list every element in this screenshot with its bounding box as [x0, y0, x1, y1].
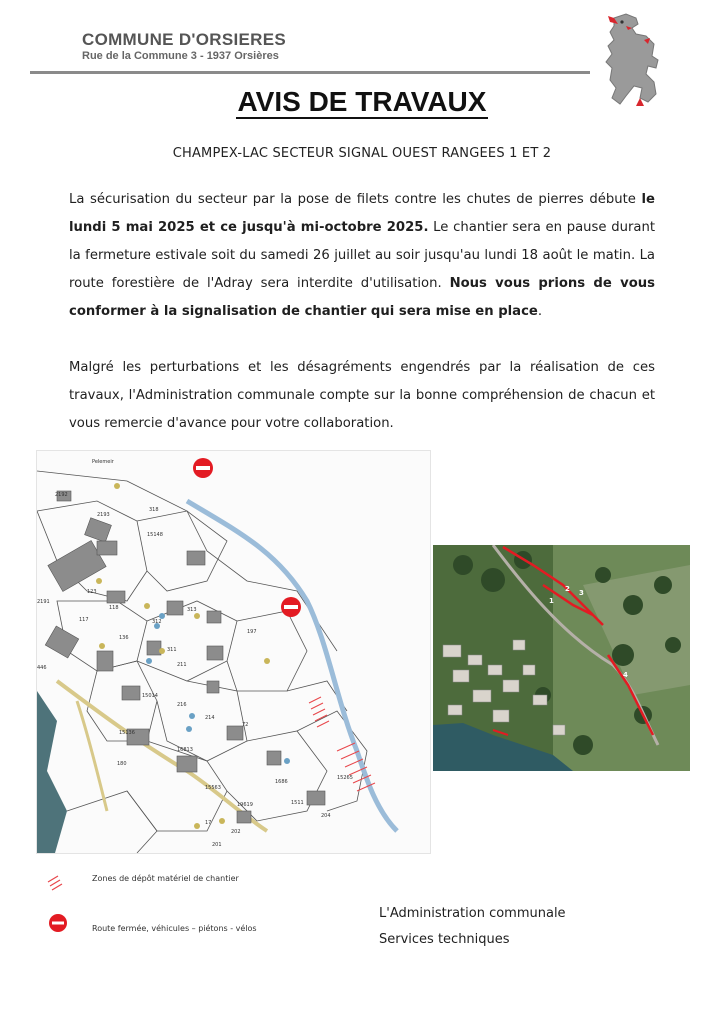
map-label: 17 — [205, 820, 212, 826]
map-label: 15136 — [119, 730, 135, 736]
photo-label: 1 — [549, 597, 554, 605]
map-label: 318 — [149, 507, 159, 513]
photo-label: 4 — [623, 671, 628, 679]
commune-name: COMMUNE D'ORSIERES — [82, 30, 287, 49]
legend-deposit-label: Zones de dépôt matériel de chantier — [92, 874, 239, 883]
aerial-photo — [433, 545, 690, 771]
map-label: 204 — [321, 813, 331, 819]
main-road — [57, 681, 267, 831]
map-label: 201 — [212, 842, 222, 848]
map-label: 136 — [119, 635, 129, 641]
map-label: 216 — [177, 702, 187, 708]
map-label: 16813 — [177, 747, 193, 753]
map-label: 1686 — [275, 779, 288, 785]
page-subtitle: CHAMPEX-LAC SECTEUR SIGNAL OUEST RANGEES 1 ET 2 — [172, 146, 552, 161]
map-label: 311 — [167, 647, 177, 653]
road-closed-icon — [193, 458, 213, 478]
map-label: 15014 — [142, 693, 158, 699]
photo-label: 2 — [565, 585, 570, 593]
map-label: 2192 — [55, 492, 68, 498]
map-label: 312 — [152, 619, 162, 625]
site-map — [36, 450, 431, 854]
map-label: 117 — [79, 617, 89, 623]
map-label: 123 — [87, 589, 97, 595]
map-label: 2191 — [37, 599, 50, 605]
signature-administration: L'Administration communale — [379, 906, 566, 921]
map-label: 446 — [37, 665, 47, 671]
map-label: 313 — [187, 607, 197, 613]
map-label: 19619 — [237, 802, 253, 808]
road-closed-legend-icon — [48, 913, 68, 933]
signature-department: Services techniques — [379, 932, 510, 947]
road-closed-icon — [281, 597, 301, 617]
forest-road-adray — [187, 501, 397, 831]
map-label: 2193 — [97, 512, 110, 518]
map-label: 197 — [247, 629, 257, 635]
map-label: 1511 — [291, 800, 304, 806]
map-label: 15563 — [205, 785, 221, 791]
commune-address: Rue de la Commune 3 - 1937 Orsières — [82, 50, 279, 62]
map-label: 72 — [242, 722, 249, 728]
map-label: 214 — [205, 715, 215, 721]
photo-label: 3 — [579, 589, 584, 597]
map-label: Pelemeir — [92, 459, 114, 465]
map-label: 211 — [177, 662, 187, 668]
map-label: 15148 — [147, 532, 163, 538]
map-label: 15265 — [337, 775, 353, 781]
page-title: AVIS DE TRAVAUX — [237, 86, 487, 117]
header-divider — [30, 71, 590, 74]
map-label: 180 — [117, 761, 127, 767]
paragraph-thanks: Malgré les perturbations et les désagréments engendrés par la réalisation de ces travaux, l'Administration communale compte sur la bonne compréhension de chacun et vous remercie d'avance pour votre collaboration. — [69, 360, 655, 431]
lake-area — [37, 691, 67, 853]
hatch-zone-icon — [44, 872, 70, 892]
map-label: 202 — [231, 829, 241, 835]
legend-closed-label: Route fermée, véhicules – piétons - vélos — [92, 924, 257, 933]
map-label: 118 — [109, 605, 119, 611]
paragraph-schedule: La sécurisation du secteur par la pose de filets contre les chutes de pierres débute le lundi 5 mai 2025 et ce jusqu'à mi-octobre 2025. Le chantier sera en pause durant la fermeture estivale soit du samedi 26 juillet au soir jusqu'au lundi 18 août le matin. La route forestière de l'Adray sera interdite d'utilisation. Nous vous prions de vous conformer à la signalisation de chantier qui sera mise en place. — [69, 192, 655, 319]
